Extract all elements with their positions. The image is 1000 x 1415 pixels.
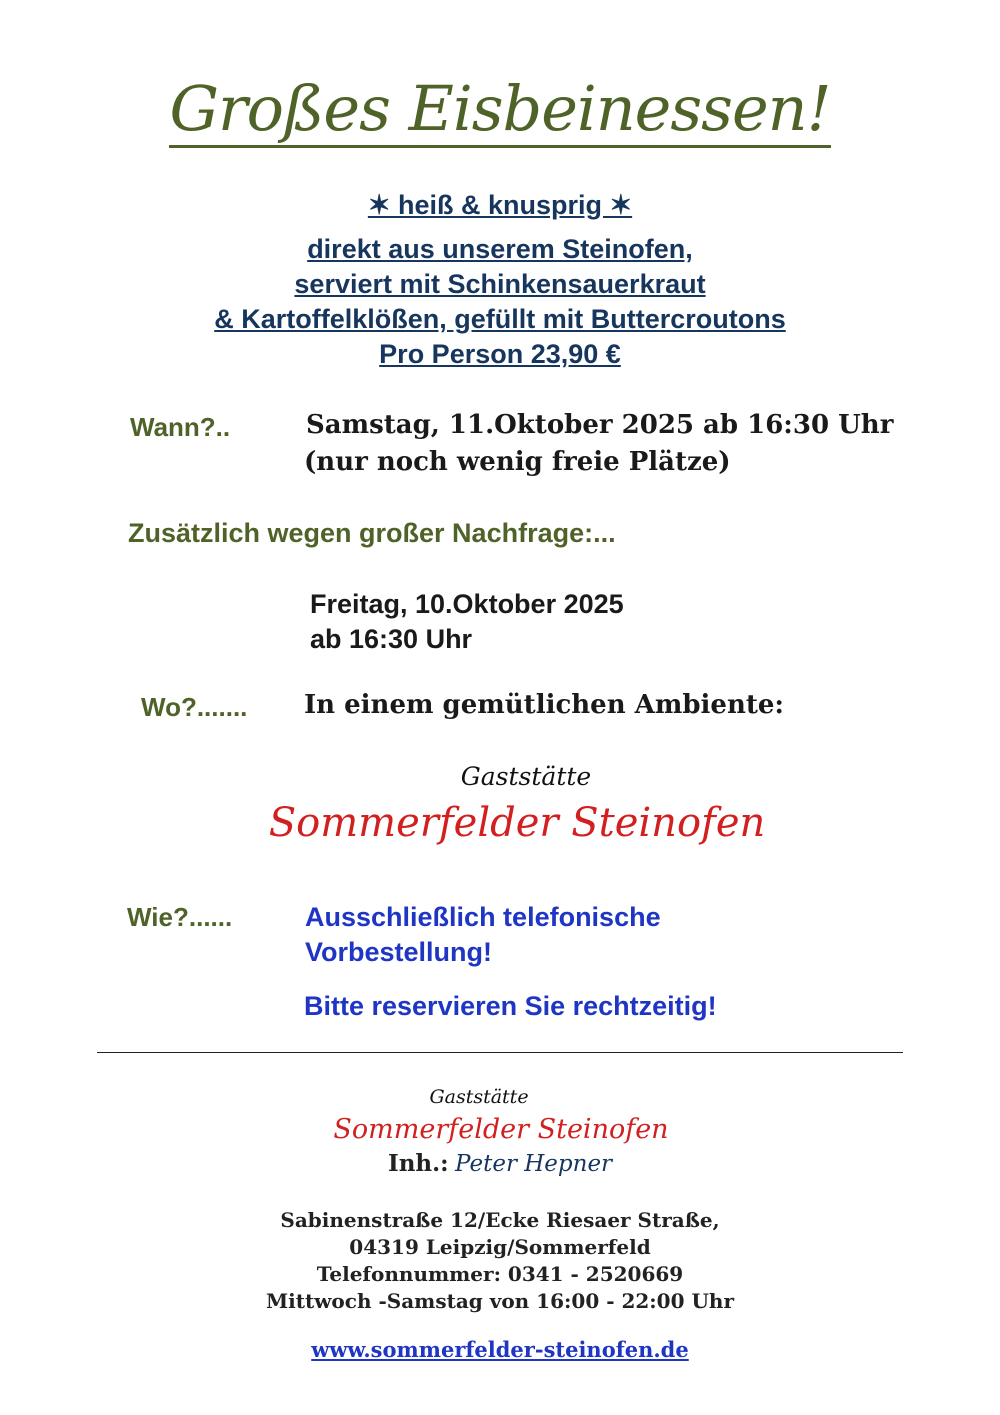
owner-label: Inh.: — [387, 1150, 449, 1177]
price: Pro Person 23,90 € — [379, 339, 621, 369]
footer-venue-name: Sommerfelder Steinofen — [333, 1114, 669, 1145]
website-link[interactable]: www.sommerfelder-steinofen.de — [311, 1337, 689, 1362]
description-line: & Kartoffelklößen, gefüllt mit Buttercroutons — [214, 304, 786, 334]
where-label: Wo?....... — [141, 692, 248, 722]
owner-line — [0, 1150, 1000, 1177]
page-title: Großes Eisbeinessen! — [0, 72, 1000, 145]
tagline: ✶ heiß & knusprig ✶ — [367, 190, 633, 220]
how-line: Vorbestellung! — [305, 937, 493, 967]
venue-prefix: Gaststätte — [460, 762, 592, 791]
divider — [97, 1052, 903, 1053]
when-note: (nur noch wenig freie Plätze) — [304, 447, 731, 477]
how-line: Ausschließlich telefonische — [305, 902, 661, 932]
where-text: In einem gemütlichen Ambiente: — [304, 690, 785, 720]
address-line: Sabinenstraße 12/Ecke Riesaer Straße, — [280, 1208, 720, 1232]
description-line: serviert mit Schinkensauerkraut — [294, 269, 706, 299]
extra-time: ab 16:30 Uhr — [310, 624, 473, 654]
venue-name: Sommerfelder Steinofen — [268, 800, 766, 846]
when-label: Wann?.. — [130, 412, 231, 442]
description-line: direkt aus unserem Steinofen, — [307, 234, 693, 264]
when-date: Samstag, 11.Oktober 2025 ab 16:30 Uhr — [306, 410, 894, 440]
footer-venue-prefix: Gaststätte — [429, 1086, 529, 1108]
how-label: Wie?...... — [127, 902, 233, 932]
owner-name: Peter Hepner — [455, 1151, 613, 1177]
extra-label: Zusätzlich wegen großer Nachfrage:... — [128, 518, 616, 548]
reserve-note: Bitte reservieren Sie rechtzeitig! — [304, 991, 717, 1021]
phone: Telefonnummer: 0341 - 2520669 — [316, 1262, 684, 1286]
extra-date: Freitag, 10.Oktober 2025 — [310, 589, 624, 619]
opening-hours: Mittwoch -Samstag von 16:00 - 22:00 Uhr — [266, 1289, 734, 1313]
website-wrap — [0, 1337, 1000, 1362]
address-line: 04319 Leipzig/Sommerfeld — [349, 1235, 651, 1259]
